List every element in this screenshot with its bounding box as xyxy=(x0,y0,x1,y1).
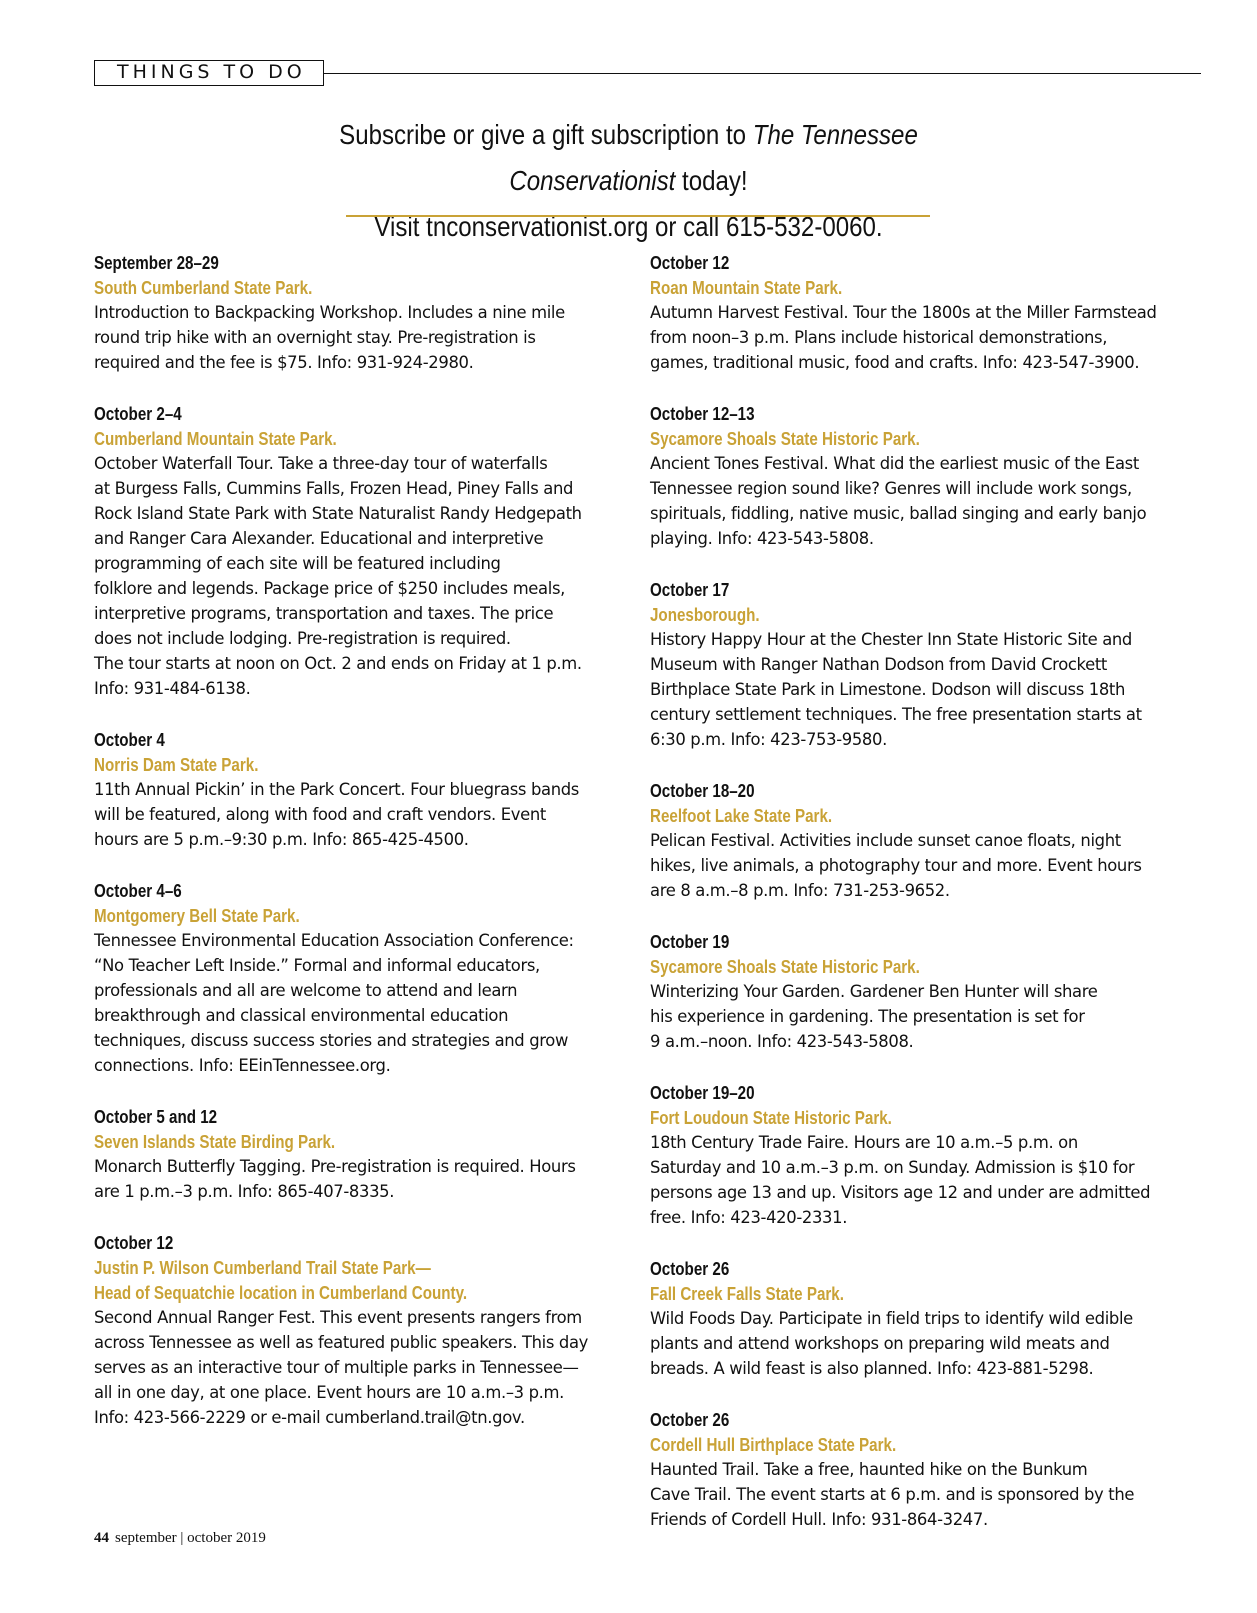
event-date: October 18–20 xyxy=(650,780,755,801)
event-item xyxy=(94,1230,624,1430)
event-date: October 4 xyxy=(94,729,165,750)
event-date: October 19–20 xyxy=(650,1082,755,1103)
event-item xyxy=(650,1407,1190,1532)
event-date: October 2–4 xyxy=(94,403,182,424)
event-park: Roan Mountain State Park. xyxy=(650,277,843,298)
event-description: Pelican Festival. Activities include sunset canoe floats, night hikes, live animals, a photography tour and more. Event hours are 8 a.m.–8 p.m. Info: 731-253-9652. xyxy=(650,831,1142,900)
event-date: October 12–13 xyxy=(650,403,755,424)
event-date: October 26 xyxy=(650,1409,730,1430)
section-header: THINGS TO DO xyxy=(94,60,324,86)
event-item xyxy=(94,727,624,852)
event-item xyxy=(650,401,1190,551)
event-park: Fort Loudoun State Historic Park. xyxy=(650,1107,892,1128)
event-description: Autumn Harvest Festival. Tour the 1800s at the Miller Farmstead from noon–3 p.m. Plans include historical demonstrations, games, traditional music, food and crafts. Info: 423-547-3900. xyxy=(650,303,1157,372)
event-item xyxy=(94,878,624,1078)
event-park: Fall Creek Falls State Park. xyxy=(650,1283,844,1304)
event-item xyxy=(650,929,1190,1054)
promo-text: Subscribe or give a gift subscription to xyxy=(339,119,753,150)
event-description: Introduction to Backpacking Workshop. Includes a nine mile round trip hike with an overnight stay. Pre-registration is required and the fee is $75. Info: 931-924-2980. xyxy=(94,303,565,372)
event-item xyxy=(650,577,1190,752)
right-event-column xyxy=(650,250,1190,1558)
event-date: September 28–29 xyxy=(94,252,219,273)
event-item xyxy=(94,1104,624,1204)
promo-text-end: today! xyxy=(675,165,748,196)
event-park: Jonesborough. xyxy=(650,604,760,625)
event-description: 11th Annual Pickin’ in the Park Concert. Four bluegrass bands will be featured, along with food and craft vendors. Event hours are 5 p.m.–9:30 p.m. Info: 865-425-4500. xyxy=(94,780,579,849)
page-footer xyxy=(94,1530,266,1547)
event-item xyxy=(94,401,624,701)
event-description: Ancient Tones Festival. What did the earliest music of the East Tennessee region sound like? Genres will include work songs, spirituals, fiddling, native music, ballad singing and early banjo playing. Info: 423-543-5808. xyxy=(650,454,1147,548)
event-park: Sycamore Shoals State Historic Park. xyxy=(650,428,920,449)
event-date: October 19 xyxy=(650,931,730,952)
event-item xyxy=(94,250,624,375)
event-date: October 17 xyxy=(650,579,730,600)
event-item xyxy=(650,250,1190,375)
event-description: Monarch Butterfly Tagging. Pre-registration is required. Hours are 1 p.m.–3 p.m. Info: 865-407-8335. xyxy=(94,1157,576,1201)
event-date: October 12 xyxy=(650,252,730,273)
event-description: Tennessee Environmental Education Association Conference: “No Teacher Left Inside.” Formal and informal educators, professionals and all are welcome to attend and learn breakthrough and classical environmental education techniques, discuss success stories and strategies and grow connections. Info: EEinTennessee.org. xyxy=(94,931,574,1075)
event-description: Second Annual Ranger Fest. This event presents rangers from across Tennessee as well as featured public speakers. This day serves as an interactive tour of multiple parks in Tennessee— all in one day, at one place. Event hours are 10 a.m.–3 p.m. Info: 423-566-2229 or e-mail cumberland.trail@tn.gov. xyxy=(94,1308,589,1427)
event-description: Winterizing Your Garden. Gardener Ben Hunter will share his experience in gardening. The presentation is set for 9 a.m.–noon. Info: 423-543-5808. xyxy=(650,982,1098,1051)
event-park: Montgomery Bell State Park. xyxy=(94,905,300,926)
page-number: 44 xyxy=(94,1530,109,1546)
event-date: October 5 and 12 xyxy=(94,1106,218,1127)
subscription-promo xyxy=(260,112,997,250)
event-date: October 26 xyxy=(650,1258,730,1279)
event-park: Sycamore Shoals State Historic Park. xyxy=(650,956,920,977)
event-park: Cumberland Mountain State Park. xyxy=(94,428,337,449)
event-item xyxy=(650,1256,1190,1381)
magazine-title: The Tennessee Conservationist xyxy=(509,119,918,196)
event-description: History Happy Hour at the Chester Inn State Historic Site and Museum with Ranger Nathan Dodson from David Crockett Birthplace State Park in Limestone. Dodson will discuss 18th century settlement techniques. The free presentation starts at 6:30 p.m. Info: 423-753-9580. xyxy=(650,630,1142,749)
promo-line-1 xyxy=(260,112,997,204)
event-description: Haunted Trail. Take a free, haunted hike on the Bunkum Cave Trail. The event starts at 6 p.m. and is sponsored by the Friends of Cordell Hull. Info: 931-864-3247. xyxy=(650,1460,1135,1529)
event-park: South Cumberland State Park. xyxy=(94,277,313,298)
left-event-column xyxy=(94,250,624,1456)
event-description: Wild Foods Day. Participate in field trips to identify wild edible plants and attend workshops on preparing wild meats and breads. A wild feast is also planned. Info: 423-881-5298. xyxy=(650,1309,1133,1378)
event-park: Justin P. Wilson Cumberland Trail State Park— Head of Sequatchie location in Cumberland County. xyxy=(94,1257,468,1303)
event-date: October 4–6 xyxy=(94,880,182,901)
promo-line-2: Visit tnconservationist.org or call 615-532-0060. xyxy=(374,211,883,242)
event-description: 18th Century Trade Faire. Hours are 10 a.m.–5 p.m. on Saturday and 10 a.m.–3 p.m. on Sunday. Admission is $10 for persons age 13 and up. Visitors age 12 and under are admitted free. Info: 423-420-2331. xyxy=(650,1133,1151,1227)
event-park: Cordell Hull Birthplace State Park. xyxy=(650,1434,897,1455)
event-item xyxy=(650,778,1190,903)
event-park: Seven Islands State Birding Park. xyxy=(94,1131,336,1152)
event-date: October 12 xyxy=(94,1232,174,1253)
promo-rule xyxy=(346,215,930,217)
event-park: Reelfoot Lake State Park. xyxy=(650,805,833,826)
event-park: Norris Dam State Park. xyxy=(94,754,259,775)
issue-label: september | october 2019 xyxy=(115,1530,266,1546)
header-rule xyxy=(324,73,1201,74)
event-description: October Waterfall Tour. Take a three-day tour of waterfalls at Burgess Falls, Cummins Falls, Frozen Head, Piney Falls and Rock Island State Park with State Naturalist Randy Hedgepath and Ranger Cara Alexander. Educational and interpretive programming of each site will be featured including folklore and legends. Package price of $250 includes meals, interpretive programs, transportation and taxes. The price does not include lodging. Pre-registration is required. The tour starts at noon on Oct. 2 and ends on Friday at 1 p.m. Info: 931-484-6138. xyxy=(94,454,582,698)
event-item xyxy=(650,1080,1190,1230)
